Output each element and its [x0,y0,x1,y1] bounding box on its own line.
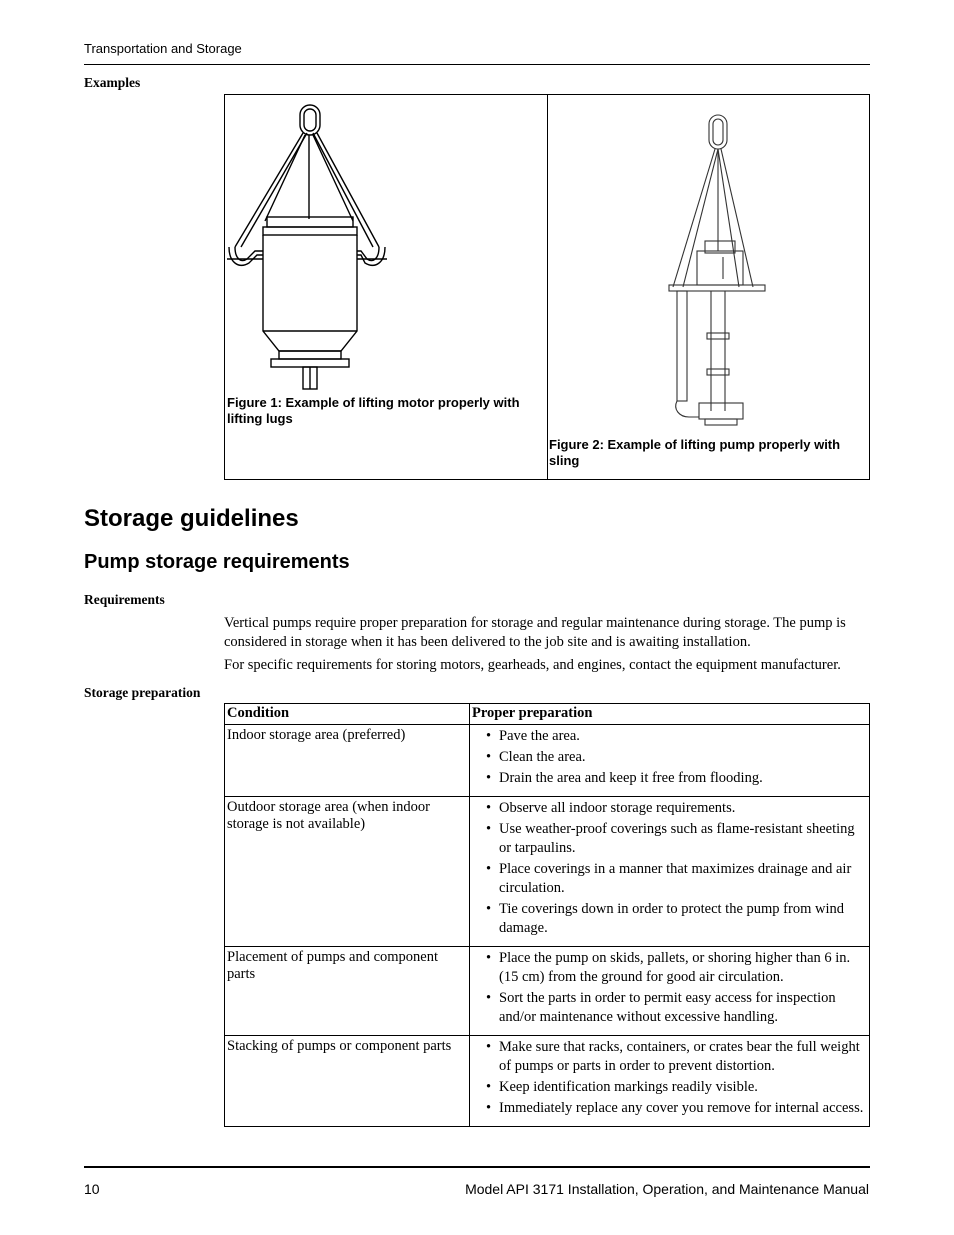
figure2-caption: Figure 2: Example of lifting pump properly with sling [549,437,841,468]
preparation-cell [470,725,870,797]
header-divider [84,64,870,65]
figure-table [224,94,870,480]
motor-lifting-lugs-illustration [227,103,387,393]
condition-cell: Placement of pumps and component parts [225,947,470,1036]
list-item: • Make sure that racks, containers, or crates bear the full weight of pumps or parts in order to prevent distortion. [472,1038,867,1076]
preparation-cell [470,1036,870,1127]
table-row [225,947,870,1036]
footer-manual-title: Model API 3171 Installation, Operation, and Maintenance Manual [465,1181,869,1197]
list-item: • Clean the area. [472,748,867,767]
storage-preparation-label: Storage preparation [84,685,201,700]
footer-divider [84,1166,870,1168]
table-row [225,1036,870,1127]
requirements-paragraph: Vertical pumps require proper preparation for storage and regular maintenance during storage. The pump is considered in storage when it has been delivered to the job site and is awaiting installation. [224,615,846,650]
list-item: • Pave the area. [472,727,867,746]
table-header-row [225,704,870,725]
preparation-cell [470,947,870,1036]
requirements-paragraph: For specific requirements for storing motors, gearheads, and engines, contact the equipment manufacturer. [224,657,841,673]
list-item: • Place coverings in a manner that maximizes drainage and air circulation. [472,860,867,898]
table-row [225,725,870,797]
list-item: • Immediately replace any cover you remove for internal access. [472,1099,867,1118]
column-header-condition: Condition [225,704,470,725]
list-item: • Keep identification markings readily visible. [472,1078,867,1097]
column-header-preparation: Proper preparation [470,704,870,725]
figure1-caption: Figure 1: Example of lifting motor properly with lifting lugs [227,395,520,426]
list-item: • Tie coverings down in order to protect the pump from wind damage. [472,900,867,938]
list-item: • Drain the area and keep it free from flooding. [472,769,867,788]
list-item: • Use weather-proof coverings such as flame-resistant sheeting or tarpaulins. [472,820,867,858]
section-title: Storage guidelines [84,505,299,532]
table-row [225,797,870,947]
figure-column-divider [547,95,548,479]
storage-preparation-table [224,703,870,1127]
condition-cell: Indoor storage area (preferred) [225,725,470,797]
list-item: • Observe all indoor storage requirements. [472,799,867,818]
list-item: • Sort the parts in order to permit easy access for inspection and/or maintenance without excessive handling. [472,989,867,1027]
list-item: • Place the pump on skids, pallets, or shoring higher than 6 in. (15 cm) from the ground for good air circulation. [472,949,867,987]
requirements-label: Requirements [84,592,165,607]
page-number: 10 [84,1181,100,1197]
examples-label: Examples [84,75,141,90]
preparation-cell [470,797,870,947]
condition-cell: Outdoor storage area (when indoor storage is not available) [225,797,470,947]
section-subtitle: Pump storage requirements [84,551,350,573]
condition-cell: Stacking of pumps or component parts [225,1036,470,1127]
pump-lifting-sling-illustration [659,111,775,427]
running-header: Transportation and Storage [84,41,242,56]
